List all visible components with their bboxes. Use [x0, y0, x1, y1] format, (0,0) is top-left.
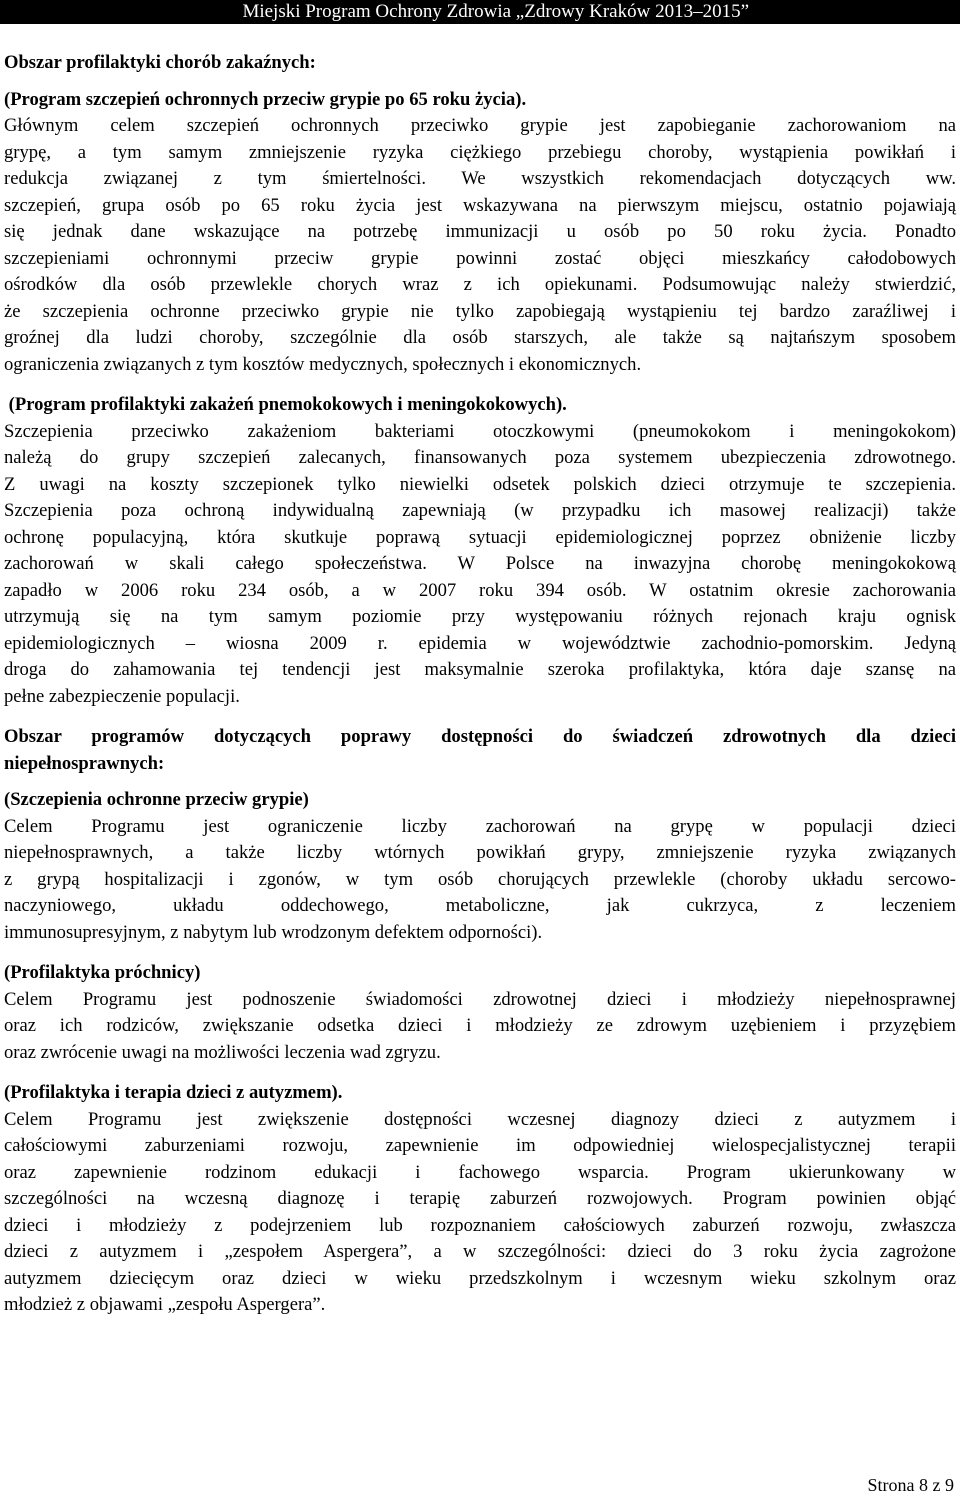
- paragraph-line: Głównym celem szczepień ochronnych przeciwko grypie jest zapobieganie zachorowaniom na: [4, 115, 956, 136]
- paragraph-line: ochronę populacyjną, która skutkuje poprawą sytuacji epidemiologicznej poprzez obniżenie liczby: [4, 526, 956, 548]
- paragraph-line: że szczepienia ochronne przeciwko grypie nie tylko zapobiegają wystąpieniu tej bardzo zaraźliwej i: [4, 300, 956, 322]
- paragraph-line: Z uwagi na koszty szczepionek tylko niewielki odsetek polskich dzieci otrzymuje te szczepienia.: [4, 473, 956, 495]
- paragraph-line: epidemiologicznych – wiosna 2009 r. epidemia w województwie zachodnio-pomorskim. Jedyną: [4, 632, 956, 654]
- paragraph-line: Szczepienia przeciwko zakażeniom bakteriami otoczkowymi (pneumokokom i meningokokom): [4, 420, 956, 442]
- paragraph-flu-65: [4, 113, 956, 378]
- paragraph-line: szczepieniami ochronnymi przeciw grypie powinni zostać objęci mieszkańcy całodobowych: [4, 247, 956, 269]
- section-heading-disabled-children-cont: niepełnosprawnych:: [4, 752, 165, 774]
- paragraph-line: oraz zwrócenie uwagi na możliwości leczenia wad zgryzu.: [4, 1041, 441, 1063]
- paragraph-line: się jednak dane wskazujące na potrzebę immunizacji u osób po 50 roku życia. Ponadto: [4, 221, 956, 242]
- paragraph-line: pełne zabezpieczenie populacji.: [4, 685, 240, 707]
- paragraph-line: groźnej dla ludzi choroby, szczególnie dla osób starszych, ale także są najtańszym sposobem: [4, 327, 956, 348]
- running-header: [0, 0, 960, 24]
- paragraph-line: Celem Programu jest ograniczenie liczby zachorowań na grypę w populacji dzieci: [4, 815, 956, 837]
- paragraph-line: autyzmem dziecięcym oraz dzieci w wieku przedszkolnym i wczesnym wieku szkolnym oraz: [4, 1267, 956, 1289]
- paragraph-line: ośrodków dla osób przewlekle chorych wraz z ich opiekunami. Podsumowując należy stwierdzić,: [4, 274, 956, 295]
- header-title: Miejski Program Ochrony Zdrowia „Zdrowy Kraków 2013–2015”: [242, 1, 749, 22]
- section-heading-infectious: Obszar profilaktyki chorób zakaźnych:: [4, 52, 316, 73]
- paragraph-line: oraz zapewnienie rodzinom edukacji i fachowego wsparcia. Program ukierunkowany w: [4, 1161, 956, 1183]
- paragraph-line: droga do zahamowania tej tendencji jest maksymalnie szeroka profilaktyka, która daje szansę na: [4, 659, 956, 680]
- section-heading-disabled-children: Obszar programów dotyczących poprawy dostępności do świadczeń zdrowotnych dla dzieci: [4, 726, 956, 747]
- paragraph-line: Szczepienia poza ochroną indywidualną zapewniają (w przypadku ich masowej realizacji) także: [4, 500, 956, 521]
- paragraph-line: z grypą hospitalizacji i zgonów, w tym osób chorujących przewlekle (choroby układu sercowo-: [4, 868, 956, 890]
- paragraph-line: niepełnosprawnych, a także liczby wtórnych powikłań grypy, zmniejszenie ryzyka związanych: [4, 842, 956, 863]
- paragraph-line: dzieci i młodzieży z podejrzeniem lub rozpoznaniem całościowych zaburzeń rozwoju, zwłaszcza: [4, 1214, 956, 1236]
- paragraph-pneumococcal: [4, 419, 956, 711]
- paragraph-line: immunosupresyjnym, z nabytym lub wrodzonym defektem odporności).: [4, 921, 543, 943]
- paragraph-line: młodzież z objawami „zespołu Aspergera”.: [4, 1294, 326, 1315]
- paragraph-line: Celem Programu jest zwiększenie dostępności wczesnej diagnozy dzieci z autyzmem i: [4, 1108, 956, 1130]
- paragraph-caries: [4, 987, 956, 1067]
- subsection-title-flu-disabled: (Szczepienia ochronne przeciw grypie): [4, 789, 309, 810]
- paragraph-line: redukcja związanej z tym śmiertelności. We wszystkich rekomendacjach dotyczących ww.: [4, 168, 956, 189]
- paragraph-line: szczepień, grupa osób po 65 roku życia jest wskazywana na pierwszym miejscu, ostatnio pojawiają: [4, 194, 956, 216]
- page-number: Strona 8 z 9: [867, 1475, 954, 1495]
- subsection-title-pneumococcal: (Program profilaktyki zakażeń pnemokokowych i meningokokowych).: [4, 394, 567, 415]
- paragraph-line: ograniczenia związanych z tym kosztów medycznych, społecznych i ekonomicznych.: [4, 353, 642, 375]
- paragraph-line: oraz ich rodziców, zwiększanie odsetka dzieci i młodzieży ze zdrowym uzębieniem i przyzębiem: [4, 1015, 956, 1036]
- paragraph-line: szczególności na wczesną diagnozę i terapię zaburzeń rozwojowych. Program powinien objąć: [4, 1188, 956, 1209]
- paragraph-flu-disabled: [4, 814, 956, 947]
- paragraph-line: należą do grupy szczepień zalecanych, finansowanych poza systemem ubezpieczenia zdrowotnego.: [4, 447, 956, 468]
- paragraph-line: grypę, a tym samym zmniejszenie ryzyka ciężkiego przebiegu choroby, wystąpienia powikłań i: [4, 141, 956, 163]
- paragraph-line: całościowymi zaburzeniami rozwoju, zapewnienie im odpowiedniej wielospecjalistycznej terapii: [4, 1135, 956, 1156]
- paragraph-autism: [4, 1107, 956, 1319]
- paragraph-line: utrzymują się na tym samym poziomie przy występowaniu różnych rejonach kraju ognisk: [4, 606, 956, 627]
- paragraph-line: zapadło w 2006 roku 234 osób, a w 2007 roku 394 osób. W ostatnim okresie zachorowania: [4, 579, 956, 601]
- paragraph-line: naczyniowego, układu oddechowego, metaboliczne, jak cukrzyca, z leczeniem: [4, 895, 956, 916]
- subsection-title-autism: (Profilaktyka i terapia dzieci z autyzmem).: [4, 1082, 343, 1103]
- paragraph-line: Celem Programu jest podnoszenie świadomości zdrowotnej dzieci i młodzieży niepełnosprawnej: [4, 988, 956, 1010]
- subsection-title-flu-65: (Program szczepień ochronnych przeciw grypie po 65 roku życia).: [4, 88, 527, 110]
- paragraph-line: dzieci z autyzmem i „zespołem Aspergera”, a w szczególności: dzieci do 3 roku życia zagrożone: [4, 1241, 956, 1262]
- subsection-title-caries: (Profilaktyka próchnicy): [4, 962, 201, 983]
- document-body: [4, 50, 956, 1319]
- paragraph-line: zachorowań w skali całego społeczeństwa. W Polsce na inwazyjna chorobę meningokokową: [4, 553, 956, 574]
